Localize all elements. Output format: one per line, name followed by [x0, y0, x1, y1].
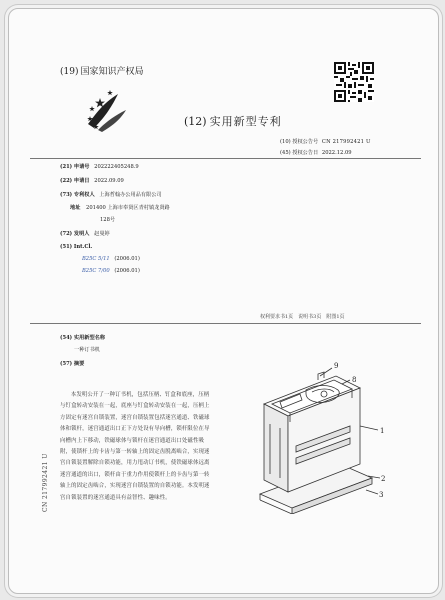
patentee-label: (73) 专利权人: [60, 192, 95, 198]
grant-date-line: [280, 149, 352, 156]
ipc-code-1: B25C 5/11: [82, 256, 110, 262]
address-line: [70, 204, 170, 211]
cnipa-emblem-icon: [80, 84, 132, 136]
inventor: 赵曼婷: [94, 231, 110, 237]
office-name: 国家知识产权局: [80, 67, 144, 77]
doc-type-title: 实用新型专利: [209, 115, 282, 128]
address-line1: 201400 上海市奉贤区青村镇龙贤路: [86, 205, 170, 211]
office-code: (19): [60, 67, 79, 77]
inventor-label: (72) 发明人: [60, 231, 90, 237]
patent-page: [24, 22, 421, 582]
qr-code-icon: [334, 62, 374, 102]
grant-date-label: (45) 授权公告日: [280, 150, 319, 156]
doc-type-code: (12): [184, 115, 207, 128]
patentee-line: [60, 191, 162, 198]
ipc-line-1: [82, 256, 140, 262]
doc-type-header: [184, 113, 282, 129]
abstract-label: (57) 摘要: [60, 361, 85, 367]
figure-label-8: 8: [352, 376, 357, 384]
address-line2: 128号: [100, 217, 116, 223]
office-header: [60, 64, 144, 77]
ipc-version-1: (2006.01): [114, 256, 140, 262]
grant-number-line: [280, 138, 371, 145]
ipc-line-2: [82, 268, 140, 274]
figure-label-9: 9: [334, 362, 339, 370]
abstract-text: 本发明公开了一种订书机，包括压柄、钉盒和底座，压柄与钉盒转动安装在一起，底座与钉盒转动安装在一起，压柄上方固定有迷宫自锁装置，迷宫自锁装置包括迷宫通道、铁磁球体和锁杆，迷宫通道出口正下方处设有导向槽，锁杆限位在导向槽内上下移动，铁磁球体与锁杆在迷宫通道出口处磁性吸附，使锁杆上的卡齿与第一转轴上的固定齿脱离啮合，实现迷宫自锁装置解除自锁功能，用力甩动订书机，使铁磁球体远离迷宫通道的出口，锁杆由于重力作用使锁杆上的卡齿与第一转轴上的固定齿啮合，实现迷宫自锁装置的自锁功能。本发明迷宫自锁装置的迷宫通道具有益智性、趣味性。: [60, 392, 210, 501]
patentee: 上海哲翰办公用品有限公司: [99, 192, 162, 198]
grant-number-label: (10) 授权公告号: [280, 139, 319, 145]
application-number-line: [60, 163, 139, 170]
application-number-label: (21) 申请号: [60, 164, 90, 170]
address-label: 地址: [70, 205, 81, 211]
ipc-label: (51) Int.Cl.: [60, 244, 93, 250]
figure-label-2: 2: [381, 475, 386, 483]
grant-date: 2022.12.09: [321, 150, 352, 156]
application-number: 202222405248.9: [94, 164, 139, 170]
utility-model-title: 一种订书机: [74, 347, 100, 353]
application-date: 2022.09.09: [94, 178, 124, 184]
pages-summary: 权利要求书1页 说明书3页 附图1页: [260, 314, 345, 320]
figure-label-1: 1: [380, 427, 385, 435]
header-divider: [30, 158, 421, 159]
figure-label-3: 3: [379, 491, 384, 499]
grant-number: CN 217992421 U: [321, 139, 371, 145]
inventor-line: [60, 230, 110, 237]
title-label: (54) 实用新型名称: [60, 335, 106, 341]
stapler-figure: [220, 354, 390, 514]
summary-divider: [30, 323, 421, 324]
side-document-number: CN 217992421 U: [42, 453, 49, 512]
application-date-line: [60, 177, 124, 184]
ipc-version-2: (2006.01): [114, 268, 140, 274]
ipc-code-2: B25C 7/00: [82, 268, 110, 274]
application-date-label: (22) 申请日: [60, 178, 90, 184]
